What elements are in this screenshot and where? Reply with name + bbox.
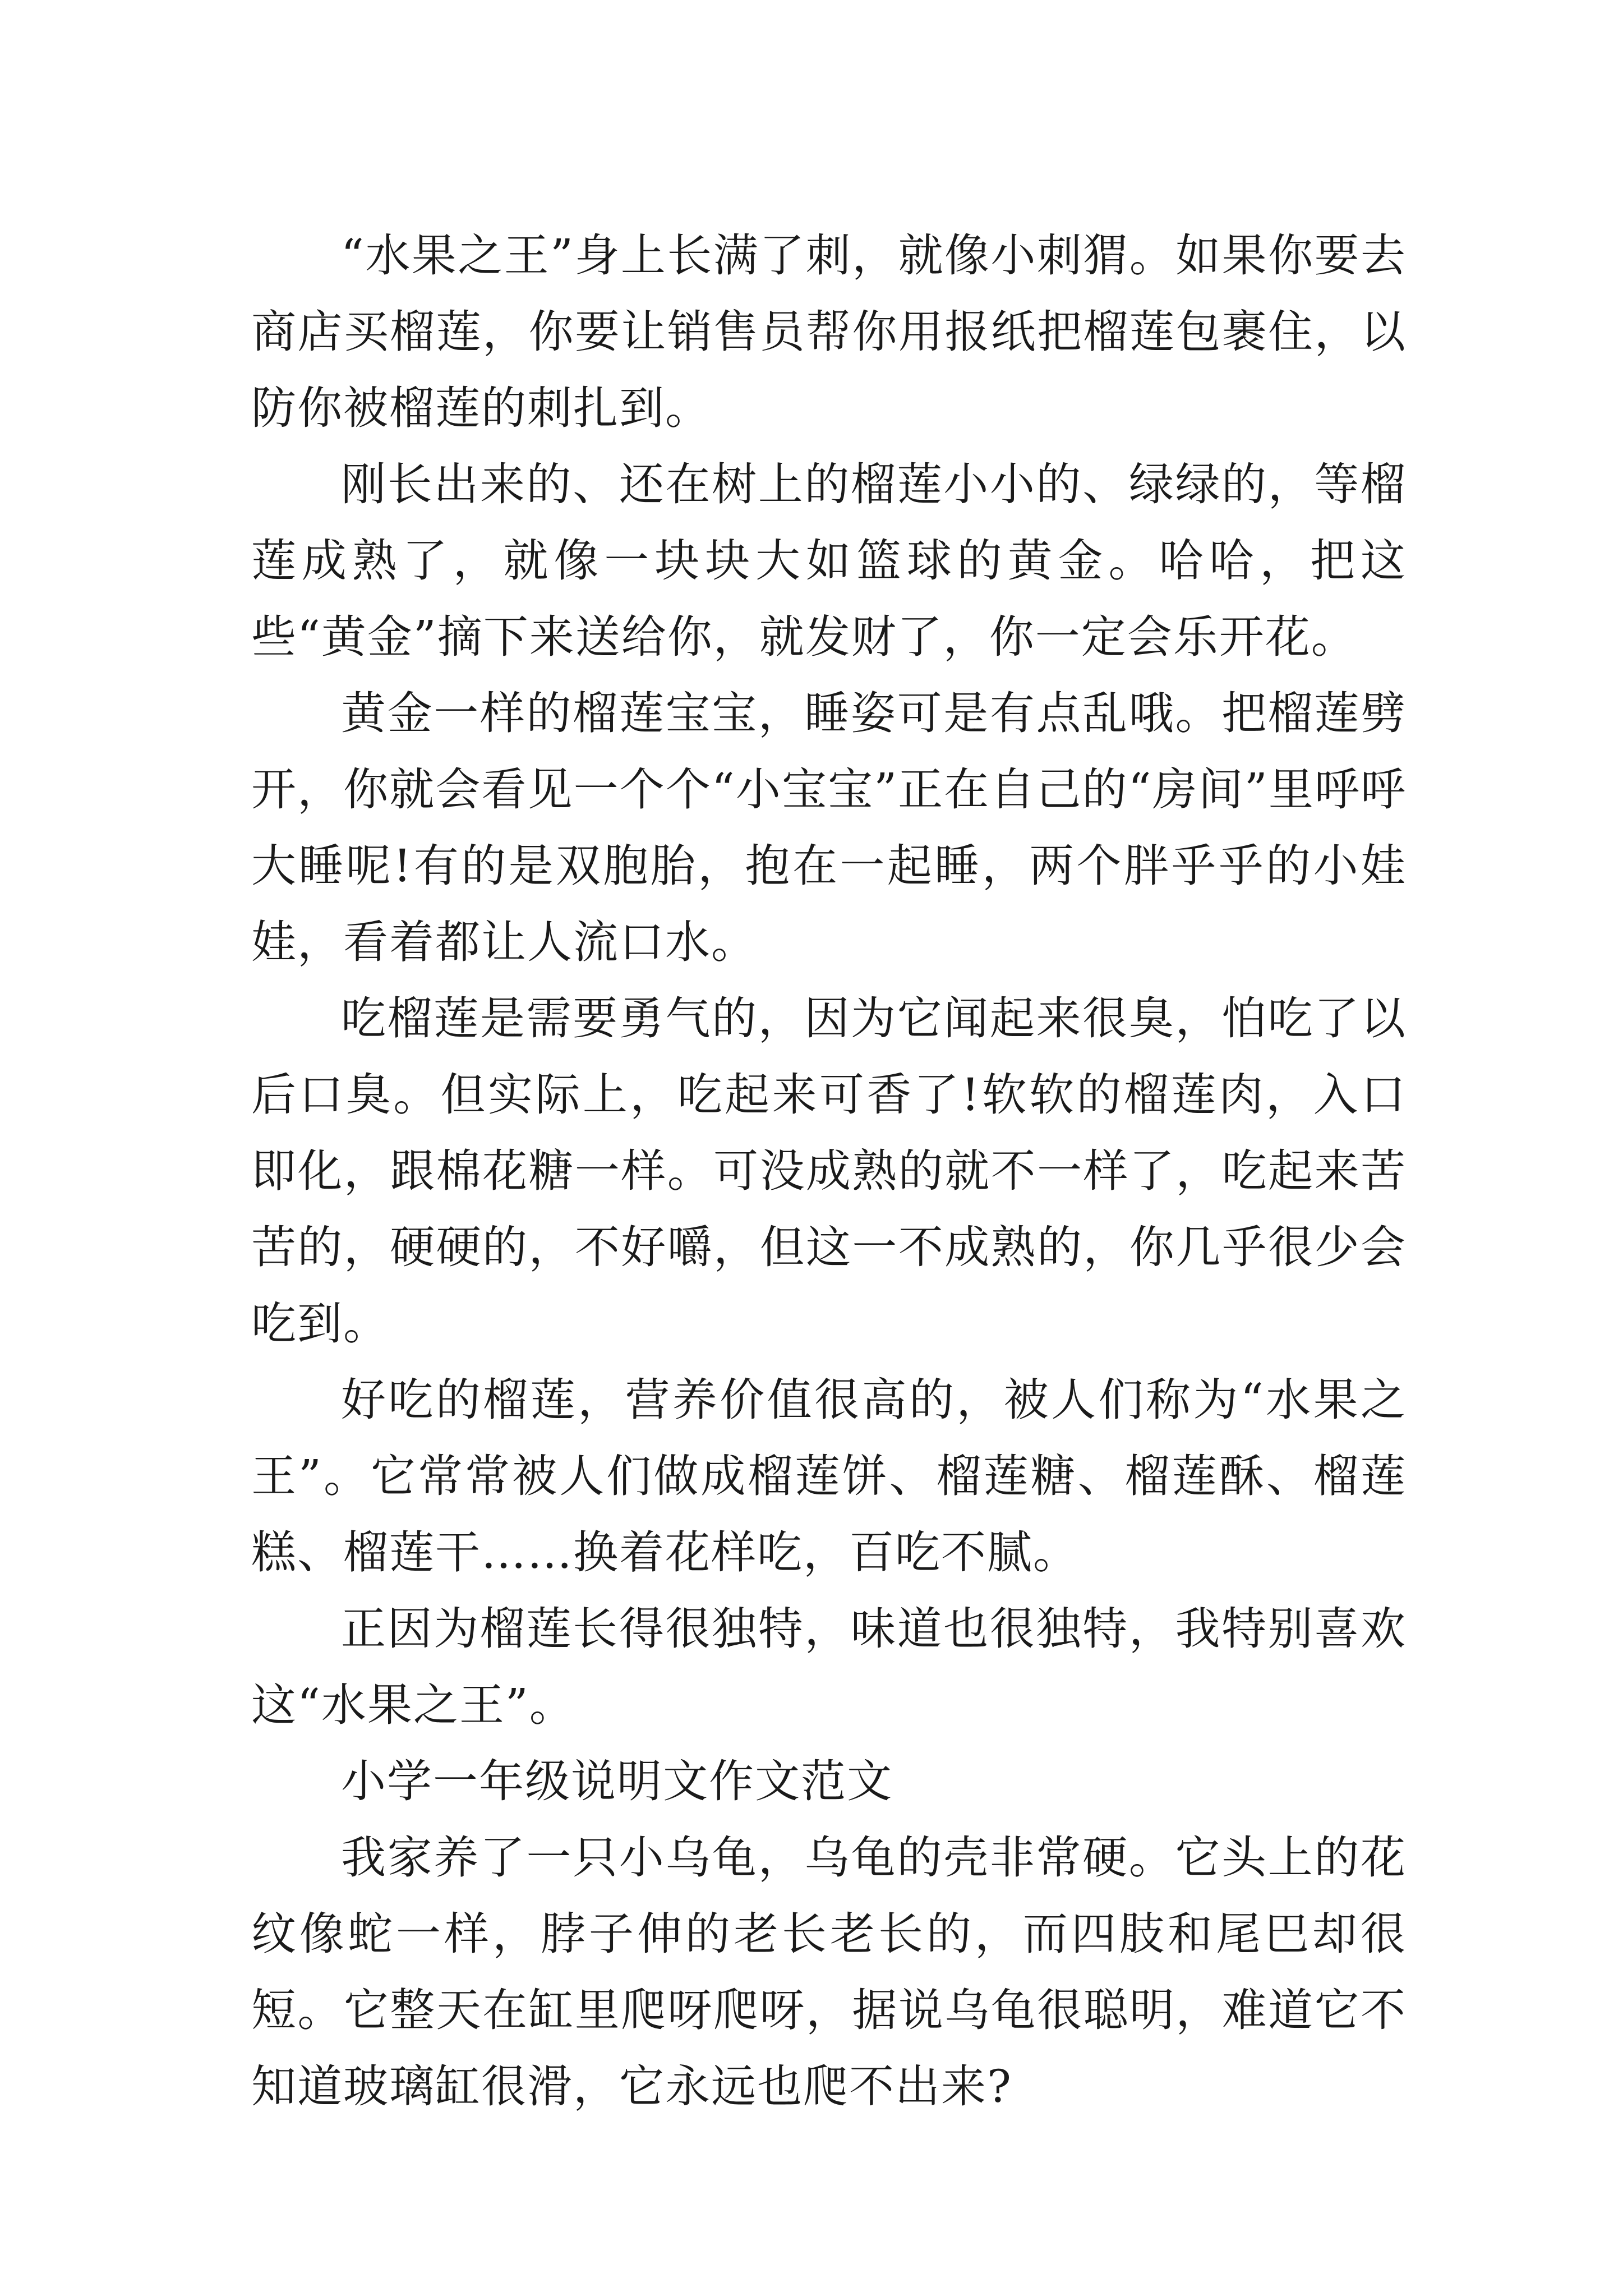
paragraph-1: “水果之王”身上长满了刺，就像小刺猬。如果你要去商店买榴莲，你要让销售员帮你用报纸把榴莲包裹住，以防你被榴莲的刺扎到。: [251, 229, 1407, 434]
paragraph-4: 吃榴莲是需要勇气的，因为它闻起来很臭，怕吃了以后口臭。但实际上，吃起来可香了!软软的榴莲肉，入口即化，跟棉花糖一样。可没成熟的就不一样了，吃起来苦苦的，硬硬的，不好嚼，但这一不成熟的，你几乎很少会吃到。: [251, 992, 1407, 1350]
section-title: 小学一年级说明文作文范文: [341, 1755, 893, 1807]
paragraph-2: 刚长出来的、还在树上的榴莲小小的、绿绿的，等榴莲成熟了，就像一块块大如篮球的黄金。哈哈，把这些“黄金”摘下来送给你，就发财了，你一定会乐开花。: [251, 458, 1407, 663]
document-body: [251, 218, 1407, 2125]
paragraph-5: 好吃的榴莲，营养价值很高的，被人们称为“水果之王”。它常常被人们做成榴莲饼、榴莲糖、榴莲酥、榴莲糕、榴莲干……换着花样吃，百吃不腻。: [251, 1374, 1407, 1579]
section-paragraph-1: 我家养了一只小乌龟，乌龟的壳非常硬。它头上的花纹像蛇一样，脖子伸的老长老长的，而四肢和尾巴却很短。它整天在缸里爬呀爬呀，据说乌龟很聪明，难道它不知道玻璃缸很滑，它永远也爬不出来?: [251, 1832, 1407, 2113]
paragraph-6: 正因为榴莲长得很独特，味道也很独特，我特别喜欢这“水果之王”。: [251, 1603, 1407, 1731]
paragraph-3: 黄金一样的榴莲宝宝，睡姿可是有点乱哦。把榴莲劈开，你就会看见一个个“小宝宝”正在自己的“房间”里呼呼大睡呢!有的是双胞胎，抱在一起睡，两个胖乎乎的小娃娃，看着都让人流口水。: [251, 687, 1407, 968]
